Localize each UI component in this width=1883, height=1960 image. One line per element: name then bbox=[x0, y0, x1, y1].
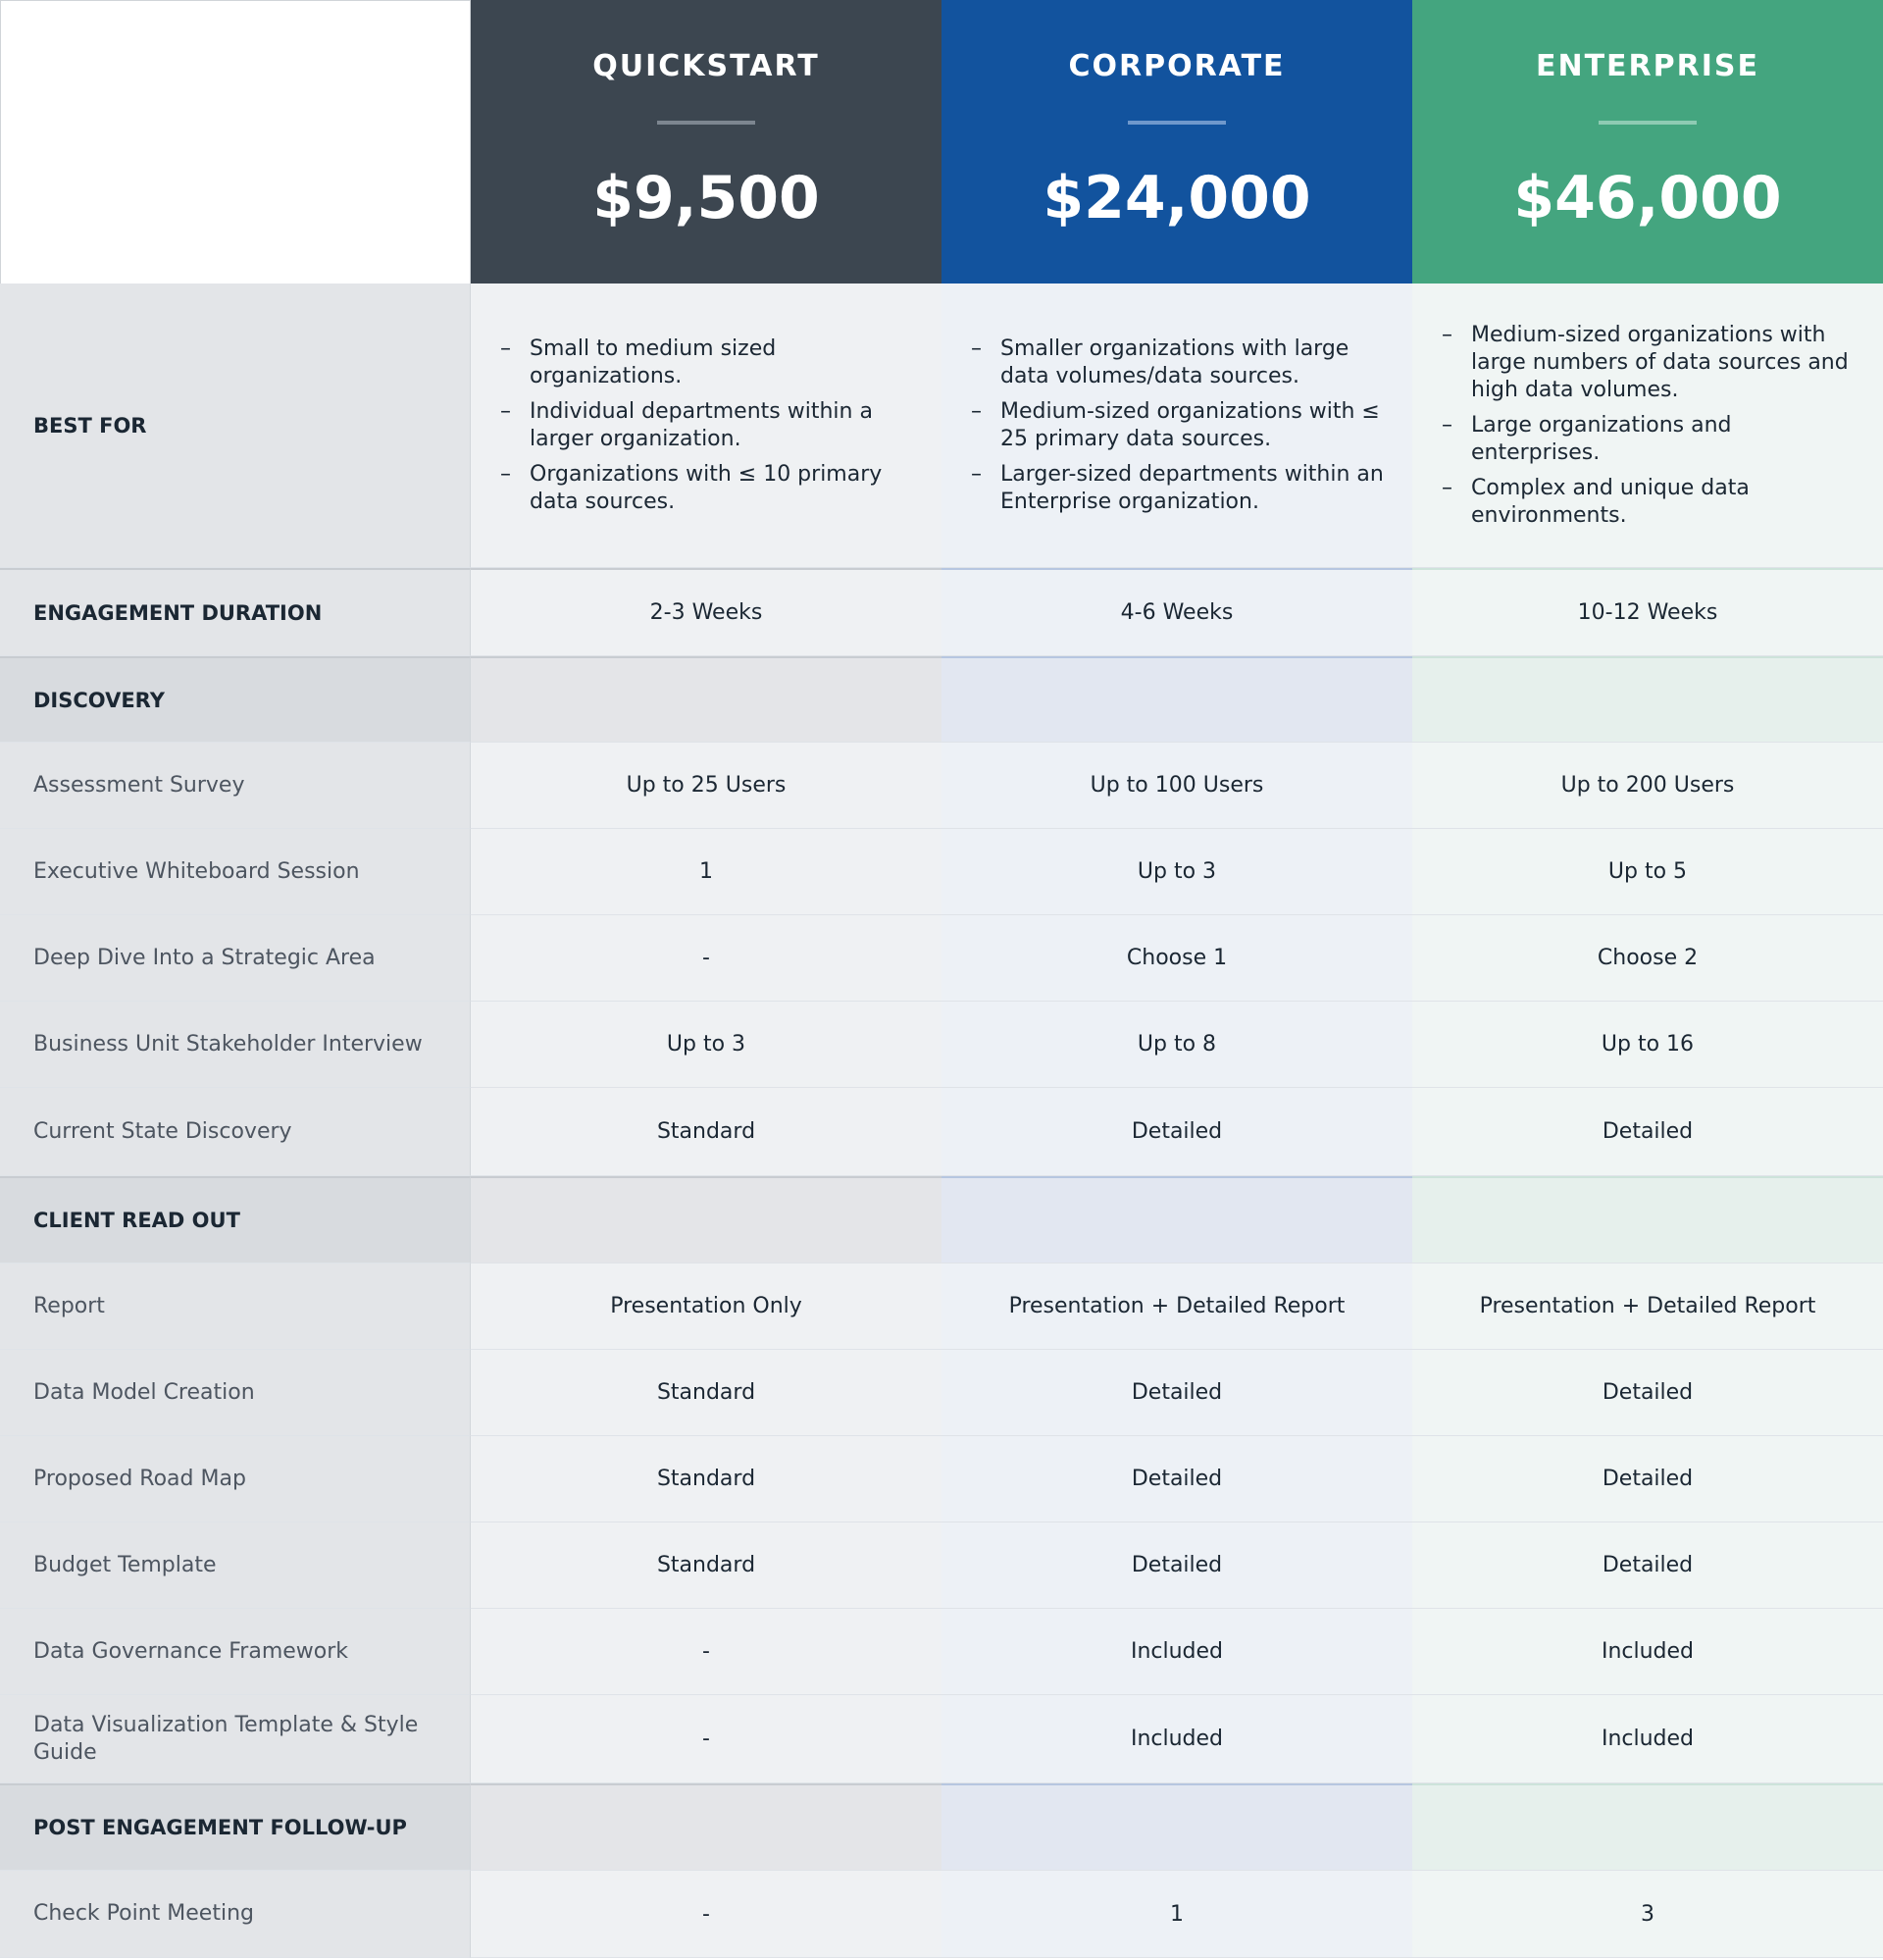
bullet-text: Complex and unique data environments. bbox=[1471, 475, 1750, 528]
row-label-current-state: Current State Discovery bbox=[0, 1088, 471, 1176]
table-cell: Standard bbox=[471, 1522, 942, 1609]
table-cell: Presentation + Detailed Report bbox=[1412, 1264, 1883, 1350]
table-cell: Detailed bbox=[1412, 1350, 1883, 1436]
table-cell: Up to 3 bbox=[942, 829, 1412, 915]
dash-icon: – bbox=[1442, 475, 1452, 500]
table-cell: Up to 200 Users bbox=[1412, 743, 1883, 829]
table-cell: Up to 25 Users bbox=[471, 743, 942, 829]
table-cell: Up to 100 Users bbox=[942, 743, 1412, 829]
table-cell: Choose 2 bbox=[1412, 915, 1883, 1002]
plan-name: QUICKSTART bbox=[592, 49, 820, 83]
table-cell: - bbox=[471, 1695, 942, 1783]
bullet-text: Small to medium sized organizations. bbox=[530, 335, 777, 388]
row-label-data-model: Data Model Creation bbox=[0, 1350, 471, 1436]
plan-divider bbox=[1128, 121, 1226, 125]
table-cell: Included bbox=[942, 1609, 1412, 1695]
table-cell: Standard bbox=[471, 1350, 942, 1436]
table-cell: Detailed bbox=[1412, 1522, 1883, 1609]
bullet-item bbox=[1442, 475, 1863, 530]
table-cell: Detailed bbox=[1412, 1436, 1883, 1522]
dash-icon: – bbox=[971, 398, 982, 424]
best-for-corporate bbox=[942, 284, 1412, 568]
bullet-item bbox=[971, 335, 1393, 390]
duration-quickstart: 2-3 Weeks bbox=[471, 568, 942, 656]
row-label-check-point: Check Point Meeting bbox=[0, 1871, 471, 1958]
bullet-text: Large organizations and enterprises. bbox=[1471, 412, 1732, 465]
table-cell: Presentation + Detailed Report bbox=[942, 1264, 1412, 1350]
section-fill bbox=[471, 656, 942, 743]
plan-name: CORPORATE bbox=[1068, 49, 1286, 83]
section-fill bbox=[942, 656, 1412, 743]
table-cell: - bbox=[471, 1871, 942, 1958]
table-cell: Included bbox=[942, 1695, 1412, 1783]
row-label-best-for: BEST FOR bbox=[0, 284, 471, 568]
bullet-text: Medium-sized organizations with ≤ 25 primary data sources. bbox=[1000, 398, 1380, 451]
best-for-enterprise bbox=[1412, 284, 1883, 568]
row-label-engagement-duration: ENGAGEMENT DURATION bbox=[0, 568, 471, 656]
duration-enterprise: 10-12 Weeks bbox=[1412, 568, 1883, 656]
row-label-road-map: Proposed Road Map bbox=[0, 1436, 471, 1522]
duration-corporate: 4-6 Weeks bbox=[942, 568, 1412, 656]
dash-icon: – bbox=[500, 335, 511, 361]
table-cell: Up to 5 bbox=[1412, 829, 1883, 915]
section-client-read-out: CLIENT READ OUT bbox=[0, 1176, 471, 1264]
table-cell: Up to 8 bbox=[942, 1002, 1412, 1088]
dash-icon: – bbox=[500, 461, 511, 487]
plan-price: $9,500 bbox=[592, 164, 820, 232]
table-cell: Detailed bbox=[1412, 1088, 1883, 1176]
section-fill bbox=[1412, 1783, 1883, 1871]
bullet-item bbox=[500, 398, 922, 453]
dash-icon: – bbox=[1442, 322, 1452, 347]
row-label-executive-whiteboard: Executive Whiteboard Session bbox=[0, 829, 471, 915]
section-post-engagement: POST ENGAGEMENT FOLLOW-UP bbox=[0, 1783, 471, 1871]
bullet-text: Smaller organizations with large data volumes/data sources. bbox=[1000, 335, 1349, 388]
row-label-deep-dive: Deep Dive Into a Strategic Area bbox=[0, 915, 471, 1002]
section-fill bbox=[942, 1783, 1412, 1871]
plan-header-enterprise bbox=[1412, 0, 1883, 284]
table-cell: Detailed bbox=[942, 1088, 1412, 1176]
best-for-quickstart bbox=[471, 284, 942, 568]
table-cell: Included bbox=[1412, 1609, 1883, 1695]
table-cell: Standard bbox=[471, 1088, 942, 1176]
bullet-item bbox=[971, 461, 1393, 516]
bullet-item bbox=[971, 398, 1393, 453]
plan-price: $24,000 bbox=[1043, 164, 1311, 232]
bullet-item bbox=[500, 461, 922, 516]
section-fill bbox=[942, 1176, 1412, 1264]
plan-price: $46,000 bbox=[1513, 164, 1782, 232]
section-fill bbox=[1412, 1176, 1883, 1264]
plan-header-corporate bbox=[942, 0, 1412, 284]
table-cell: Up to 3 bbox=[471, 1002, 942, 1088]
header-blank-cell bbox=[0, 0, 471, 284]
section-discovery: DISCOVERY bbox=[0, 656, 471, 743]
table-cell: Up to 16 bbox=[1412, 1002, 1883, 1088]
bullet-item bbox=[500, 335, 922, 390]
table-cell: Standard bbox=[471, 1436, 942, 1522]
row-label-visualization: Data Visualization Template & Style Guide bbox=[0, 1695, 471, 1783]
bullet-item bbox=[1442, 412, 1863, 467]
table-cell: 1 bbox=[471, 829, 942, 915]
plan-divider bbox=[657, 121, 755, 125]
table-cell: Presentation Only bbox=[471, 1264, 942, 1350]
table-cell: Detailed bbox=[942, 1522, 1412, 1609]
table-cell: Detailed bbox=[942, 1436, 1412, 1522]
dash-icon: – bbox=[971, 335, 982, 361]
row-label-report: Report bbox=[0, 1264, 471, 1350]
row-label-governance: Data Governance Framework bbox=[0, 1609, 471, 1695]
bullet-text: Medium-sized organizations with large numbers of data sources and high data volumes. bbox=[1471, 322, 1849, 402]
dash-icon: – bbox=[971, 461, 982, 487]
bullet-text: Individual departments within a larger organization. bbox=[530, 398, 873, 451]
dash-icon: – bbox=[1442, 412, 1452, 438]
section-fill bbox=[471, 1783, 942, 1871]
bullet-text: Larger-sized departments within an Enterprise organization. bbox=[1000, 461, 1384, 514]
table-cell: Detailed bbox=[942, 1350, 1412, 1436]
bullet-item bbox=[1442, 322, 1863, 404]
plan-divider bbox=[1599, 121, 1697, 125]
table-cell: - bbox=[471, 1609, 942, 1695]
plan-header-quickstart bbox=[471, 0, 942, 284]
table-cell: Included bbox=[1412, 1695, 1883, 1783]
row-label-stakeholder-interview: Business Unit Stakeholder Interview bbox=[0, 1002, 471, 1088]
table-cell: 1 bbox=[942, 1871, 1412, 1958]
dash-icon: – bbox=[500, 398, 511, 424]
row-label-assessment-survey: Assessment Survey bbox=[0, 743, 471, 829]
table-cell: - bbox=[471, 915, 942, 1002]
table-cell: Choose 1 bbox=[942, 915, 1412, 1002]
table-cell: 3 bbox=[1412, 1871, 1883, 1958]
bullet-text: Organizations with ≤ 10 primary data sources. bbox=[530, 461, 883, 514]
section-fill bbox=[1412, 656, 1883, 743]
row-label-budget: Budget Template bbox=[0, 1522, 471, 1609]
section-fill bbox=[471, 1176, 942, 1264]
plan-name: ENTERPRISE bbox=[1535, 49, 1759, 83]
